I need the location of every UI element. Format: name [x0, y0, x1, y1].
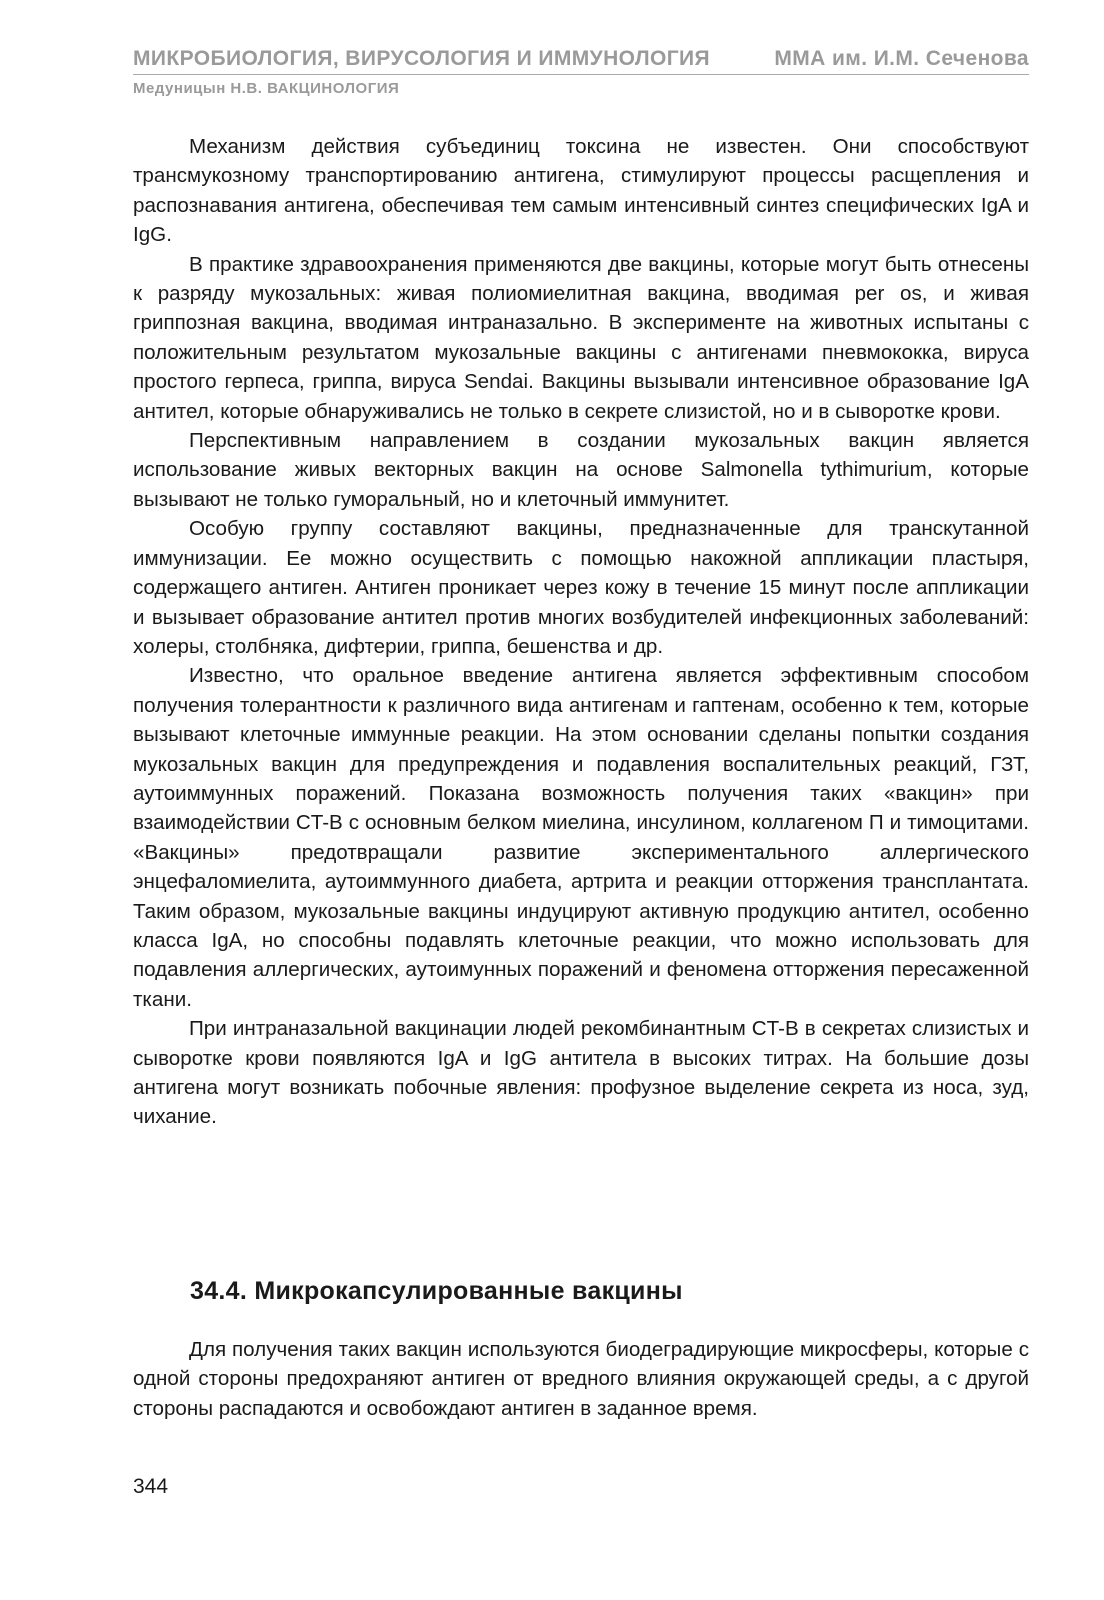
header-institution: ММА им. И.М. Сеченова — [774, 47, 1029, 70]
header-course-title: МИКРОБИОЛОГИЯ, ВИРУСОЛОГИЯ И ИММУНОЛОГИЯ — [133, 47, 711, 70]
main-text — [133, 132, 1029, 1132]
paragraph: При интраназальной вакцинации людей рекомбинантным CT-B в секретах слизистых и сыворотке крови появляются IgA и IgG антитела в высоких титрах. На большие дозы антигена могут возникать побочные явления: профузное выделение секрета из носа, зуд, чихание. — [133, 1017, 1029, 1129]
running-header — [133, 46, 1029, 98]
header-divider — [133, 74, 1029, 75]
paragraph: Особую группу составляют вакцины, предназначенные для транскутанной иммунизации. Ее можно осуществить с помощью накожной аппликации пластыря, содержащего антиген. Антиген проникает через кожу в течение 15 минут после аппликации и вызывает образование антител против многих возбудителей инфекционных заболеваний: холеры, столбняка, дифтерии, гриппа, бешенства и др. — [133, 517, 1029, 658]
section-heading: 34.4. Микрокапсулированные вакцины — [190, 1277, 683, 1305]
page-number: 344 — [133, 1475, 169, 1498]
paragraph: В практике здравоохранения применяются две вакцины, которые могут быть отнесены к разряду мукозальных: живая полиомиелитная вакцина, вводимая per os, и живая гриппозная вакцина, вводимая интраназально. В эксперименте на животных испытаны с положительным результатом мукозальные вакцины с антигенами пневмококка, вируса простого герпеса, гриппа, вируса Sendai. Вакцины вызывали интенсивное образование IgA антител, которые обнаруживались не только в секрете слизистой, но и в сыворотке крови. — [133, 252, 1029, 423]
section-text — [133, 1335, 1029, 1423]
header-author-book: Медуницын Н.В. ВАКЦИНОЛОГИЯ — [133, 80, 400, 97]
header-titles — [133, 46, 1029, 72]
paragraph: Механизм действия субъединиц токсина не известен. Они способствуют трансмукозному транспортированию антигена, стимулируют процессы расщепления и распознавания антигена, обеспечивая тем самым интенсивный синтез специфических IgA и IgG. — [133, 135, 1029, 247]
paragraph: Известно, что оральное введение антигена является эффективным способом получения толерантности к различного вида антигенам и гаптенам, особенно к тем, которые вызывают клеточные иммунные реакции. На этом основании сделаны попытки создания мукозальных вакцин для предупреждения и подавления воспалительных реакций, ГЗТ, аутоиммунных поражений. Показана возможность получения таких «вакцин» при взаимодействии CT-B с основным белком миелина, инсулином, коллагеном П и тимоцитами. «Вакцины» предотвращали развитие экспериментального аллергического энцефаломиелита, аутоиммунного диабета, артрита и реакции отторжения трансплантата. Таким образом, мукозальные вакцины индуцируют активную продукцию антител, особенно класса IgA, но способны подавлять клеточные реакции, что можно использовать для подавления аллергических, аутоимунных поражений и феномена отторжения пересаженной ткани. — [133, 664, 1029, 1011]
paragraph: Перспективным направлением в создании мукозальных вакцин является использование живых векторных вакцин на основе Salmonella tythimurium, которые вызывают не только гуморальный, но и клеточный иммунитет. — [133, 429, 1029, 511]
paragraph: Для получения таких вакцин используются биодеградирующие микросферы, которые с одной стороны предохраняют антиген от вредного влияния окружающей среды, а с другой стороны распадаются и освобождают антиген в заданное время. — [133, 1338, 1029, 1420]
